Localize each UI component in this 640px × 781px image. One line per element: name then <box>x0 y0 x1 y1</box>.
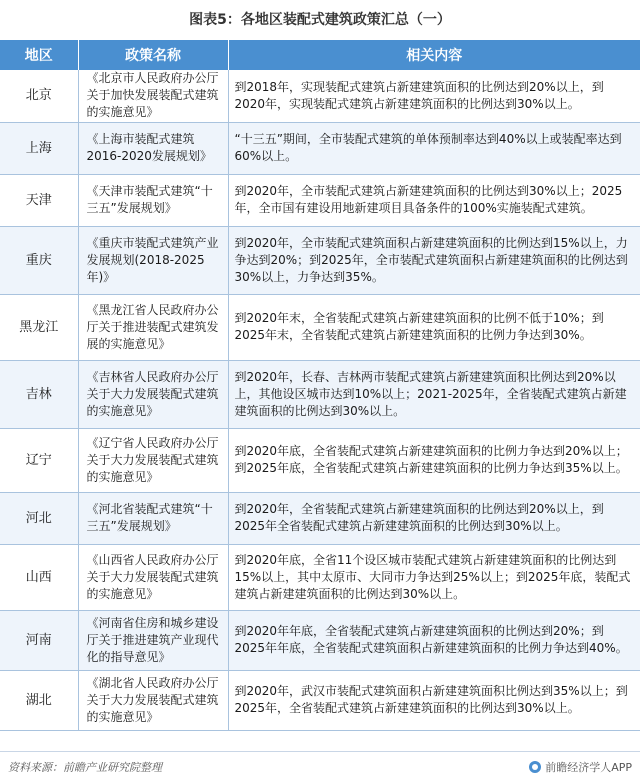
region-cell: 河北 <box>0 492 78 544</box>
policy-cell: 《河南省住房和城乡建设厅关于推进建筑产业现代化的指导意见》 <box>78 610 228 670</box>
content-cell: 到2020年，全省装配式建筑占新建建筑面积的比例达到20%以上，到2025年全省装配式建筑占新建建筑面积的比例达到30%以上。 <box>228 492 640 544</box>
table-row <box>0 226 640 294</box>
content-cell: 到2020年年底，全省装配式建筑占新建建筑面积的比例达到20%；到2025年年底，全省装配式建筑面积占新建建筑面积的比例力争达到40%。 <box>228 610 640 670</box>
policy-cell: 《上海市装配式建筑2016-2020发展规划》 <box>78 122 228 174</box>
content-cell: 到2020年末，全省装配式建筑占新建建筑面积的比例不低于10%；到2025年末，全省装配式建筑占新建建筑面积的比例力争达到30%。 <box>228 294 640 360</box>
region-cell: 上海 <box>0 122 78 174</box>
content-cell: 到2020年，长春、吉林两市装配式建筑占新建建筑面积比例达到20%以上，其他设区城市达到10%以上；2021-2025年，全省装配式建筑占新建建筑面积的比例达到30%以上。 <box>228 360 640 428</box>
policy-cell: 《湖北省人民政府办公厅关于大力发展装配式建筑的实施意见》 <box>78 670 228 730</box>
table-row <box>0 544 640 610</box>
brand-logo-icon <box>529 761 541 773</box>
policy-cell: 《辽宁省人民政府办公厅关于大力发展装配式建筑的实施意见》 <box>78 428 228 492</box>
table-row <box>0 294 640 360</box>
table-row <box>0 174 640 226</box>
policy-cell: 《黑龙江省人民政府办公厅关于推进装配式建筑发展的实施意见》 <box>78 294 228 360</box>
content-cell: 到2020年，武汉市装配式建筑面积占新建建筑面积比例达到35%以上；到2025年，全省装配式建筑占新建建筑面积的比例达到30%以上。 <box>228 670 640 730</box>
region-cell: 辽宁 <box>0 428 78 492</box>
footer <box>0 751 640 781</box>
region-cell: 天津 <box>0 174 78 226</box>
brand-label: 前瞻经济学人APP <box>545 760 632 774</box>
table-row <box>0 610 640 670</box>
table-row <box>0 492 640 544</box>
table-row <box>0 670 640 730</box>
table-row <box>0 428 640 492</box>
table-row <box>0 360 640 428</box>
policy-cell: 《吉林省人民政府办公厅关于大力发展装配式建筑的实施意见》 <box>78 360 228 428</box>
header-region: 地区 <box>0 40 78 70</box>
content-cell: 到2020年，全市装配式建筑占新建建筑面积的比例达到30%以上；2025年，全市国有建设用地新建项目具备条件的100%实施装配式建筑。 <box>228 174 640 226</box>
figure-title: 图表5：各地区装配式建筑政策汇总（一） <box>189 12 451 28</box>
policy-table <box>0 40 640 731</box>
brand <box>529 759 632 775</box>
region-cell: 山西 <box>0 544 78 610</box>
region-cell: 河南 <box>0 610 78 670</box>
table-row <box>0 122 640 174</box>
table-row <box>0 70 640 122</box>
policy-cell: 《北京市人民政府办公厅关于加快发展装配式建筑的实施意见》 <box>78 70 228 122</box>
policy-cell: 《河北省装配式建筑“十三五”发展规划》 <box>78 492 228 544</box>
header-content: 相关内容 <box>228 40 640 70</box>
region-cell: 湖北 <box>0 670 78 730</box>
content-cell: “十三五”期间，全市装配式建筑的单体预制率达到40%以上或装配率达到60%以上。 <box>228 122 640 174</box>
policy-cell: 《重庆市装配式建筑产业发展规划(2018-2025年)》 <box>78 226 228 294</box>
content-cell: 到2018年，实现装配式建筑占新建建筑面积的比例达到20%以上，到2020年，实现装配式建筑占新建建筑面积的比例达到30%以上。 <box>228 70 640 122</box>
header-policy: 政策名称 <box>78 40 228 70</box>
region-cell: 北京 <box>0 70 78 122</box>
content-cell: 到2020年底，全省装配式建筑占新建建筑面积的比例力争达到20%以上；到2025年底，全省装配式建筑占新建建筑面积的比例力争达到35%以上。 <box>228 428 640 492</box>
region-cell: 吉林 <box>0 360 78 428</box>
region-cell: 黑龙江 <box>0 294 78 360</box>
content-cell: 到2020年，全市装配式建筑面积占新建建筑面积的比例达到15%以上，力争达到20%；到2025年，全市装配式建筑面积占新建建筑面积的比例达到30%以上，力争达到35%。 <box>228 226 640 294</box>
source-note: 资料来源：前瞻产业研究院整理 <box>8 760 162 774</box>
content-cell: 到2020年底，全省11个设区城市装配式建筑占新建建筑面积的比例达到15%以上，其中太原市、大同市力争达到25%以上；到2025年底，装配式建筑占新建建筑面积的比例达到30%以上。 <box>228 544 640 610</box>
policy-cell: 《山西省人民政府办公厅关于大力发展装配式建筑的实施意见》 <box>78 544 228 610</box>
table-header-row <box>0 40 640 70</box>
region-cell: 重庆 <box>0 226 78 294</box>
policy-cell: 《天津市装配式建筑“十三五”发展规划》 <box>78 174 228 226</box>
